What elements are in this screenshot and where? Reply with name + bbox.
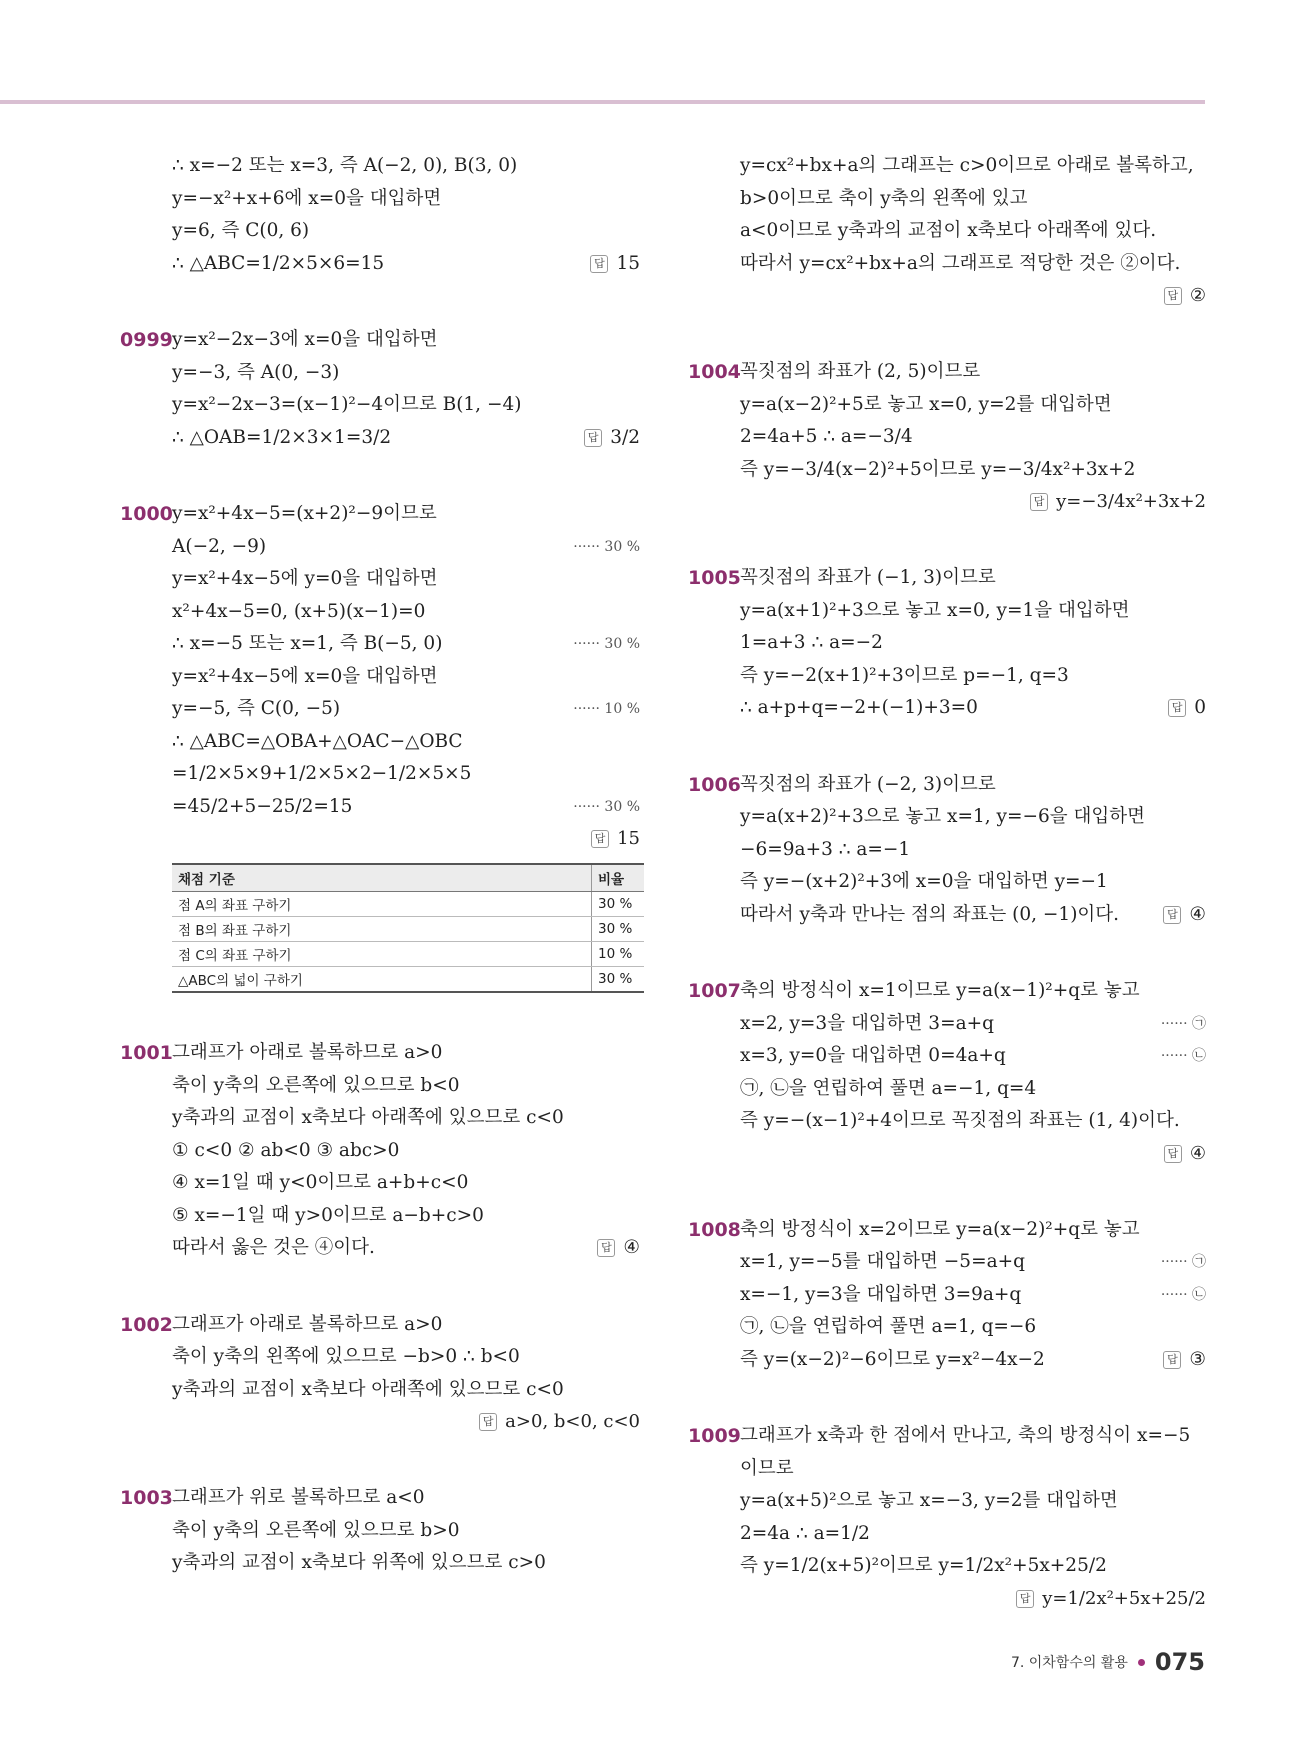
answer-value: 0 [1194, 697, 1206, 718]
line-text: 축의 방정식이 x=1이므로 y=a(x−1)²+q로 놓고 [740, 980, 1140, 1001]
line-text: 1=a+3 ∴ a=−2 [740, 632, 883, 653]
answer-value: 3/2 [610, 426, 640, 448]
line-text: y=−x²+x+6에 x=0을 대입하면 [172, 187, 442, 209]
grading-row [172, 942, 644, 967]
solution-line [740, 1008, 1206, 1041]
solution-line [740, 1214, 1206, 1247]
answer-mark-icon: 답 [479, 1413, 497, 1431]
answer-inline [1163, 899, 1206, 932]
line-text: ㉠, ㉡을 연립하여 풀면 a=1, q=−6 [740, 1316, 1037, 1337]
solution-line [740, 975, 1206, 1008]
line-text: y=x²−2x−3=(x−1)²−4이므로 B(1, −4) [172, 394, 522, 415]
solution-line [172, 324, 640, 357]
answer-inline [1163, 1344, 1206, 1377]
answer-mark-icon: 답 [1164, 287, 1182, 305]
left-column [120, 150, 640, 1624]
answer-value: y=−3/4x²+3x+2 [1056, 491, 1206, 512]
solution-line [172, 1232, 640, 1265]
problem-number: 1005 [688, 567, 741, 589]
solution-line [172, 422, 640, 455]
line-text: ㉠, ㉡을 연립하여 풀면 a=−1, q=4 [740, 1077, 1037, 1099]
solution-line [172, 498, 640, 531]
solution-line [172, 1309, 640, 1342]
grading-cell: △ABC의 넓이 구하기 [172, 967, 592, 993]
solution-line [172, 758, 640, 791]
line-text: x=−1, y=3을 대입하면 3=9a+q [740, 1283, 1022, 1305]
solution-line [172, 531, 640, 564]
top-divider [0, 100, 1205, 104]
line-text: y=x²+4x−5에 y=0을 대입하면 [172, 568, 438, 589]
problem-block [120, 150, 640, 280]
grading-row [172, 917, 644, 942]
answer-value: y=1/2x²+5x+25/2 [1042, 1587, 1206, 1609]
grading-table [172, 863, 644, 993]
solution-line [172, 389, 640, 422]
solution-line [172, 1482, 640, 1515]
solution-line [172, 1102, 640, 1135]
chapter-title: 7. 이차함수의 활용 [1010, 1655, 1128, 1671]
line-text: y축과의 교점이 x축보다 아래쪽에 있으므로 c<0 [172, 1378, 564, 1400]
line-text: 그래프가 아래로 볼록하므로 a>0 [172, 1313, 443, 1335]
line-text: ∴ x=−2 또는 x=3, 즉 A(−2, 0), B(3, 0) [172, 155, 518, 176]
line-text: 따라서 y=cx²+bx+a의 그래프로 적당한 것은 ②이다. [740, 252, 1181, 274]
score-note: ······ ㉡ [1160, 1286, 1206, 1303]
line-text: y=−3, 즉 A(0, −3) [172, 361, 340, 383]
answer-inline [1168, 692, 1206, 725]
solution-line [740, 215, 1206, 248]
grading-cell: 30 % [592, 892, 645, 917]
grading-header: 비율 [592, 864, 645, 892]
solution-line [172, 1135, 640, 1168]
line-text: y=x²−2x−3에 x=0을 대입하면 [172, 329, 438, 350]
line-text: y=a(x+2)²+3으로 놓고 x=1, y=−6을 대입하면 [740, 806, 1145, 827]
bullet-dot-icon [1138, 1659, 1145, 1666]
grading-cell: 점 A의 좌표 구하기 [172, 892, 592, 917]
line-text: 꼭짓점의 좌표가 (2, 5)이므로 [740, 361, 981, 382]
solution-line [172, 563, 640, 596]
line-text: 그래프가 아래로 볼록하므로 a>0 [172, 1042, 443, 1063]
solution-line [172, 693, 640, 726]
solution-line [740, 834, 1206, 867]
solution-line [740, 150, 1206, 183]
line-text: b>0이므로 축이 y축의 왼쪽에 있고 [740, 187, 1028, 209]
line-text: ∴ x=−5 또는 x=1, 즉 B(−5, 0) [172, 633, 443, 654]
line-text: a<0이므로 y축과의 교점이 x축보다 아래쪽에 있다. [740, 220, 1157, 241]
answer-line [740, 486, 1206, 518]
solution-line [172, 1547, 640, 1580]
line-text: ① c<0 ② ab<0 ③ abc>0 [172, 1139, 400, 1161]
solution-line [740, 1453, 1206, 1486]
problem-block [688, 150, 1206, 312]
solution-line [172, 596, 640, 629]
solution-line [740, 421, 1206, 454]
solution-line [740, 1485, 1206, 1518]
line-text: x²+4x−5=0, (x+5)(x−1)=0 [172, 600, 426, 622]
grading-cell: 점 C의 좌표 구하기 [172, 942, 592, 967]
score-note: ······ 30 % [573, 636, 640, 652]
solution-line [740, 627, 1206, 660]
grading-row [172, 892, 644, 917]
problem-block [120, 1482, 640, 1580]
solution-line [172, 661, 640, 694]
answer-line [172, 823, 640, 855]
line-text: 축의 방정식이 x=2이므로 y=a(x−2)²+q로 놓고 [740, 1218, 1140, 1240]
line-text: =45/2+5−25/2=15 [172, 795, 353, 817]
answer-line [740, 280, 1206, 312]
score-note: ······ ㉡ [1160, 1048, 1206, 1064]
line-text: x=3, y=0을 대입하면 0=4a+q [740, 1045, 1006, 1066]
line-text: −6=9a+3 ∴ a=−1 [740, 838, 911, 860]
problem-number: 1001 [120, 1042, 173, 1064]
solution-line [740, 1518, 1206, 1551]
solution-line [172, 1515, 640, 1548]
answer-mark-icon: 답 [1163, 906, 1181, 924]
grading-cell: 10 % [592, 942, 645, 967]
answer-value: 15 [616, 252, 640, 274]
solution-line [172, 1070, 640, 1103]
answer-mark-icon: 답 [1163, 1351, 1181, 1369]
line-text: 따라서 y축과 만나는 점의 좌표는 (0, −1)이다. [740, 903, 1120, 925]
solution-line [740, 1105, 1206, 1138]
grading-header: 채점 기준 [172, 864, 592, 892]
solution-line [172, 791, 640, 824]
grading-cell: 30 % [592, 967, 645, 993]
problem-number: 1000 [120, 503, 173, 525]
line-text: A(−2, −9) [172, 535, 267, 557]
solution-line [740, 454, 1206, 487]
problem-block [688, 769, 1206, 932]
problem-block [120, 498, 640, 993]
line-text: y=a(x+1)²+3으로 놓고 x=0, y=1을 대입하면 [740, 599, 1130, 621]
answer-mark-icon: 답 [1030, 493, 1048, 511]
answer-mark-icon: 답 [597, 1239, 615, 1257]
problem-block [120, 1037, 640, 1265]
line-text: 그래프가 위로 볼록하므로 a<0 [172, 1487, 425, 1508]
solution-line [740, 866, 1206, 899]
problem-block [688, 1420, 1206, 1615]
solution-line [740, 801, 1206, 834]
solution-line [740, 595, 1206, 628]
line-text: 2=4a ∴ a=1/2 [740, 1522, 870, 1544]
solution-line [172, 357, 640, 390]
solution-line [740, 899, 1206, 932]
solution-line [740, 1073, 1206, 1106]
answer-mark-icon: 답 [590, 255, 608, 273]
solution-line [740, 389, 1206, 422]
answer-value: ③ [1189, 1348, 1206, 1370]
problem-number: 1003 [120, 1487, 173, 1509]
line-text: y축과의 교점이 x축보다 아래쪽에 있으므로 c<0 [172, 1107, 564, 1128]
line-text: ∴ △OAB=1/2×3×1=3/2 [172, 426, 392, 448]
score-note: ······ 30 % [573, 798, 640, 815]
solution-line [740, 248, 1206, 281]
grading-cell: 점 B의 좌표 구하기 [172, 917, 592, 942]
solution-line [740, 1311, 1206, 1344]
line-text: 즉 y=1/2(x+5)²이므로 y=1/2x²+5x+25/2 [740, 1555, 1107, 1576]
line-text: ∴ △ABC=△OBA+△OAC−△OBC [172, 730, 463, 752]
solution-line [740, 692, 1206, 725]
line-text: ⑤ x=−1일 때 y>0이므로 a−b+c>0 [172, 1204, 484, 1226]
solution-line [172, 726, 640, 759]
answer-line [172, 1406, 640, 1438]
score-note: ······ 10 % [573, 701, 640, 717]
line-text: 즉 y=−2(x+1)²+3이므로 p=−1, q=3 [740, 664, 1069, 686]
problem-number: 1004 [688, 361, 741, 383]
score-note: ······ ㉠ [1160, 1254, 1206, 1270]
line-text: 축이 y축의 오른쪽에 있으므로 b>0 [172, 1519, 460, 1541]
line-text: 축이 y축의 오른쪽에 있으므로 b<0 [172, 1074, 460, 1096]
problem-block [120, 1309, 640, 1439]
line-text: ④ x=1일 때 y<0이므로 a+b+c<0 [172, 1172, 469, 1193]
solution-line [172, 1374, 640, 1407]
page-number: 075 [1154, 1648, 1205, 1676]
line-text: 그래프가 x축과 한 점에서 만나고, 축의 방정식이 x=−5 [740, 1425, 1191, 1446]
solution-line [740, 356, 1206, 389]
answer-value: ④ [623, 1237, 640, 1258]
answer-inline [597, 1232, 640, 1265]
solution-line [172, 1200, 640, 1233]
line-text: x=2, y=3을 대입하면 3=a+q [740, 1012, 994, 1034]
problem-block [688, 975, 1206, 1170]
line-text: 이므로 [740, 1457, 794, 1479]
line-text: 꼭짓점의 좌표가 (−2, 3)이므로 [740, 773, 996, 795]
right-column [688, 150, 1206, 1659]
solution-line [740, 660, 1206, 693]
solution-line [740, 1344, 1206, 1377]
problem-number: 1002 [120, 1313, 173, 1336]
line-text: 2=4a+5 ∴ a=−3/4 [740, 426, 913, 447]
solution-line [740, 1550, 1206, 1583]
solution-line [740, 1279, 1206, 1312]
line-text: 꼭짓점의 좌표가 (−1, 3)이므로 [740, 567, 996, 588]
line-text: 축이 y축의 왼쪽에 있으므로 −b>0 ∴ b<0 [172, 1346, 520, 1367]
solution-line [172, 1167, 640, 1200]
answer-value: ④ [1189, 903, 1206, 925]
solution-line [172, 150, 640, 183]
line-text: y=−5, 즉 C(0, −5) [172, 698, 341, 719]
line-text: 즉 y=−(x−1)²+4이므로 꼭짓점의 좌표는 (1, 4)이다. [740, 1110, 1180, 1131]
answer-line [740, 1583, 1206, 1615]
solution-line [172, 628, 640, 661]
solution-line [172, 215, 640, 248]
answer-value: ④ [1189, 1142, 1206, 1164]
solution-line [172, 248, 640, 281]
answer-mark-icon: 답 [1016, 1590, 1034, 1608]
line-text: 즉 y=−(x+2)²+3에 x=0을 대입하면 y=−1 [740, 871, 1108, 892]
solution-line [740, 1246, 1206, 1279]
problem-number: 1009 [688, 1425, 741, 1447]
answer-value: a>0, b<0, c<0 [505, 1411, 640, 1432]
problem-number: 1008 [688, 1218, 741, 1241]
solution-line [172, 183, 640, 216]
line-text: y=x²+4x−5=(x+2)²−9이므로 [172, 503, 437, 524]
solution-line [740, 1040, 1206, 1073]
solution-line [172, 1341, 640, 1374]
solution-line [172, 1037, 640, 1070]
problem-block [688, 562, 1206, 725]
answer-line [740, 1138, 1206, 1170]
line-text: y=x²+4x−5에 x=0을 대입하면 [172, 665, 438, 687]
answer-mark-icon: 답 [1168, 699, 1186, 717]
answer-mark-icon: 답 [1164, 1145, 1182, 1163]
page-footer [1011, 1648, 1205, 1676]
score-note: ······ 30 % [573, 538, 640, 555]
line-text: ∴ △ABC=1/2×5×6=15 [172, 252, 385, 274]
line-text: y=a(x−2)²+5로 놓고 x=0, y=2를 대입하면 [740, 393, 1112, 415]
problem-number: 1007 [688, 980, 741, 1002]
grading-cell: 30 % [592, 917, 645, 942]
answer-mark-icon: 답 [591, 830, 609, 848]
line-text: 즉 y=(x−2)²−6이므로 y=x²−4x−2 [740, 1348, 1045, 1370]
line-text: y=a(x+5)²으로 놓고 x=−3, y=2를 대입하면 [740, 1490, 1118, 1511]
line-text: =1/2×5×9+1/2×5×2−1/2×5×5 [172, 763, 472, 784]
line-text: x=1, y=−5를 대입하면 −5=a+q [740, 1251, 1025, 1272]
problem-block [688, 1214, 1206, 1377]
line-text: y=cx²+bx+a의 그래프는 c>0이므로 아래로 볼록하고, [740, 155, 1194, 176]
line-text: y=6, 즉 C(0, 6) [172, 220, 310, 241]
problem-block [120, 324, 640, 454]
solution-line [740, 769, 1206, 802]
answer-inline [584, 422, 640, 455]
line-text: ∴ a+p+q=−2+(−1)+3=0 [740, 697, 978, 718]
solution-line [740, 1420, 1206, 1453]
answer-value: ② [1189, 285, 1206, 306]
solution-line [740, 183, 1206, 216]
line-text: y축과의 교점이 x축보다 위쪽에 있으므로 c>0 [172, 1552, 546, 1573]
line-text: 따라서 옳은 것은 ④이다. [172, 1237, 375, 1258]
problem-number: 1006 [688, 773, 741, 796]
score-note: ······ ㉠ [1160, 1015, 1206, 1032]
answer-value: 15 [617, 828, 640, 849]
answer-mark-icon: 답 [584, 429, 602, 447]
answer-inline [590, 248, 640, 281]
problem-block [688, 356, 1206, 518]
grading-row [172, 967, 644, 993]
line-text: 즉 y=−3/4(x−2)²+5이므로 y=−3/4x²+3x+2 [740, 458, 1136, 480]
problem-number: 0999 [120, 329, 173, 351]
solution-line [740, 562, 1206, 595]
